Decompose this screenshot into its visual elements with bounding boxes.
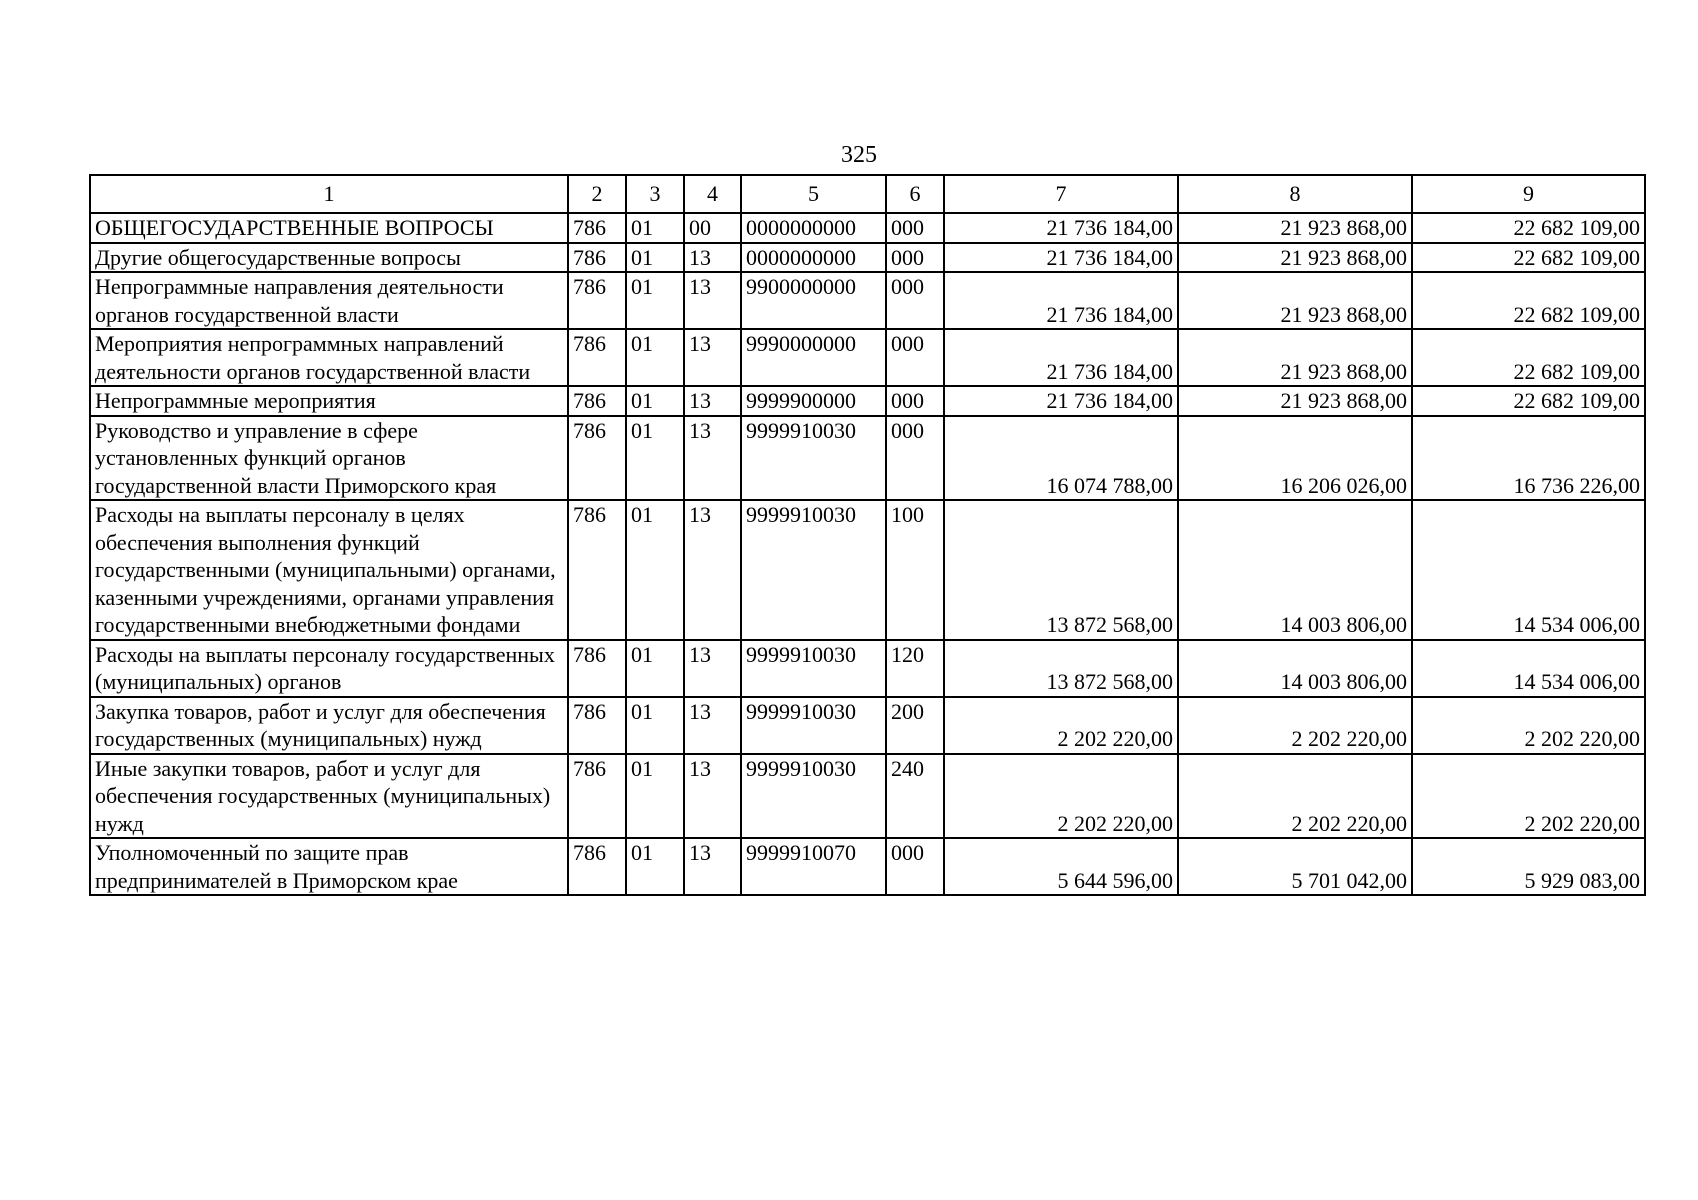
amount-col9-cell: 16 736 226,00	[1412, 416, 1645, 501]
amount-col9-cell: 22 682 109,00	[1412, 329, 1645, 386]
table-row	[90, 329, 1645, 386]
row-name-cell: ОБЩЕГОСУДАРСТВЕННЫЕ ВОПРОСЫ	[90, 213, 568, 243]
expense-type-cell: 200	[886, 697, 944, 754]
subsection-code-cell: 13	[684, 500, 741, 640]
amount-col8-cell: 16 206 026,00	[1178, 416, 1412, 501]
admin-code-cell: 786	[568, 329, 626, 386]
row-name-cell: Другие общегосударственные вопросы	[90, 243, 568, 273]
subsection-code-cell: 00	[684, 213, 741, 243]
expense-type-cell: 000	[886, 386, 944, 416]
amount-col7-cell: 2 202 220,00	[944, 754, 1178, 839]
amount-col7-cell: 21 736 184,00	[944, 213, 1178, 243]
target-article-cell: 0000000000	[741, 243, 886, 273]
table-row	[90, 838, 1645, 895]
amount-col7-cell: 21 736 184,00	[944, 243, 1178, 273]
amount-col8-cell: 2 202 220,00	[1178, 754, 1412, 839]
amount-col9-cell: 2 202 220,00	[1412, 754, 1645, 839]
column-number: 5	[741, 175, 886, 213]
target-article-cell: 9999910030	[741, 416, 886, 501]
amount-col8-cell: 21 923 868,00	[1178, 329, 1412, 386]
section-code-cell: 01	[626, 416, 684, 501]
expense-type-cell: 000	[886, 213, 944, 243]
amount-col9-cell: 22 682 109,00	[1412, 386, 1645, 416]
amount-col7-cell: 21 736 184,00	[944, 272, 1178, 329]
amount-col9-cell: 14 534 006,00	[1412, 500, 1645, 640]
column-number: 6	[886, 175, 944, 213]
row-name-cell: Мероприятия непрограммных направлений деятельности органов государственной власти	[90, 329, 568, 386]
section-code-cell: 01	[626, 386, 684, 416]
amount-col8-cell: 2 202 220,00	[1178, 697, 1412, 754]
row-name-cell: Расходы на выплаты персоналу в целях обеспечения выполнения функций государственными (муниципальными) органами, казенными учреждениями, органами управления государственными внебюджетными фондами	[90, 500, 568, 640]
target-article-cell: 0000000000	[741, 213, 886, 243]
column-number: 4	[684, 175, 741, 213]
column-number: 8	[1178, 175, 1412, 213]
amount-col8-cell: 21 923 868,00	[1178, 386, 1412, 416]
expense-type-cell: 000	[886, 838, 944, 895]
admin-code-cell: 786	[568, 640, 626, 697]
amount-col7-cell: 21 736 184,00	[944, 386, 1178, 416]
row-name-cell: Расходы на выплаты персоналу государственных (муниципальных) органов	[90, 640, 568, 697]
section-code-cell: 01	[626, 697, 684, 754]
amount-col8-cell: 14 003 806,00	[1178, 640, 1412, 697]
expense-type-cell: 000	[886, 243, 944, 273]
table-row	[90, 754, 1645, 839]
admin-code-cell: 786	[568, 697, 626, 754]
amount-col8-cell: 21 923 868,00	[1178, 243, 1412, 273]
page-number: 325	[841, 142, 877, 168]
table-row	[90, 213, 1645, 243]
section-code-cell: 01	[626, 329, 684, 386]
subsection-code-cell: 13	[684, 329, 741, 386]
amount-col8-cell: 5 701 042,00	[1178, 838, 1412, 895]
amount-col7-cell: 16 074 788,00	[944, 416, 1178, 501]
table-row	[90, 697, 1645, 754]
row-name-cell: Руководство и управление в сфере установленных функций органов государственной власти Приморского края	[90, 416, 568, 501]
expense-type-cell: 000	[886, 416, 944, 501]
expense-type-cell: 000	[886, 272, 944, 329]
row-name-cell: Закупка товаров, работ и услуг для обеспечения государственных (муниципальных) нужд	[90, 697, 568, 754]
amount-col9-cell: 22 682 109,00	[1412, 272, 1645, 329]
admin-code-cell: 786	[568, 272, 626, 329]
table-row	[90, 243, 1645, 273]
table-row	[90, 386, 1645, 416]
target-article-cell: 9999910030	[741, 754, 886, 839]
amount-col7-cell: 21 736 184,00	[944, 329, 1178, 386]
row-name-cell: Уполномоченный по защите прав предпринимателей в Приморском крае	[90, 838, 568, 895]
amount-col8-cell: 21 923 868,00	[1178, 213, 1412, 243]
table-row	[90, 272, 1645, 329]
target-article-cell: 9999910030	[741, 640, 886, 697]
table-row	[90, 500, 1645, 640]
expense-type-cell: 240	[886, 754, 944, 839]
subsection-code-cell: 13	[684, 697, 741, 754]
admin-code-cell: 786	[568, 500, 626, 640]
table-row	[90, 416, 1645, 501]
target-article-cell: 9999910030	[741, 697, 886, 754]
amount-col9-cell: 22 682 109,00	[1412, 213, 1645, 243]
table-row	[90, 640, 1645, 697]
target-article-cell: 9999910070	[741, 838, 886, 895]
expense-type-cell: 120	[886, 640, 944, 697]
admin-code-cell: 786	[568, 213, 626, 243]
section-code-cell: 01	[626, 213, 684, 243]
row-name-cell: Непрограммные направления деятельности органов государственной власти	[90, 272, 568, 329]
amount-col9-cell: 14 534 006,00	[1412, 640, 1645, 697]
amount-col8-cell: 14 003 806,00	[1178, 500, 1412, 640]
target-article-cell: 9999900000	[741, 386, 886, 416]
column-number-row	[90, 175, 1645, 213]
subsection-code-cell: 13	[684, 754, 741, 839]
amount-col9-cell: 2 202 220,00	[1412, 697, 1645, 754]
section-code-cell: 01	[626, 838, 684, 895]
column-number: 3	[626, 175, 684, 213]
budget-table	[89, 174, 1646, 896]
row-name-cell: Иные закупки товаров, работ и услуг для обеспечения государственных (муниципальных) нужд	[90, 754, 568, 839]
admin-code-cell: 786	[568, 754, 626, 839]
amount-col7-cell: 2 202 220,00	[944, 697, 1178, 754]
amount-col9-cell: 22 682 109,00	[1412, 243, 1645, 273]
amount-col8-cell: 21 923 868,00	[1178, 272, 1412, 329]
section-code-cell: 01	[626, 640, 684, 697]
target-article-cell: 9900000000	[741, 272, 886, 329]
expense-type-cell: 100	[886, 500, 944, 640]
subsection-code-cell: 13	[684, 243, 741, 273]
row-name-cell: Непрограммные мероприятия	[90, 386, 568, 416]
section-code-cell: 01	[626, 500, 684, 640]
target-article-cell: 9999910030	[741, 500, 886, 640]
subsection-code-cell: 13	[684, 386, 741, 416]
column-number: 1	[90, 175, 568, 213]
admin-code-cell: 786	[568, 243, 626, 273]
subsection-code-cell: 13	[684, 640, 741, 697]
column-number: 7	[944, 175, 1178, 213]
section-code-cell: 01	[626, 272, 684, 329]
subsection-code-cell: 13	[684, 838, 741, 895]
expense-type-cell: 000	[886, 329, 944, 386]
amount-col7-cell: 13 872 568,00	[944, 640, 1178, 697]
admin-code-cell: 786	[568, 416, 626, 501]
section-code-cell: 01	[626, 754, 684, 839]
admin-code-cell: 786	[568, 386, 626, 416]
admin-code-cell: 786	[568, 838, 626, 895]
amount-col9-cell: 5 929 083,00	[1412, 838, 1645, 895]
subsection-code-cell: 13	[684, 272, 741, 329]
target-article-cell: 9990000000	[741, 329, 886, 386]
subsection-code-cell: 13	[684, 416, 741, 501]
section-code-cell: 01	[626, 243, 684, 273]
column-number: 9	[1412, 175, 1645, 213]
amount-col7-cell: 5 644 596,00	[944, 838, 1178, 895]
column-number: 2	[568, 175, 626, 213]
amount-col7-cell: 13 872 568,00	[944, 500, 1178, 640]
